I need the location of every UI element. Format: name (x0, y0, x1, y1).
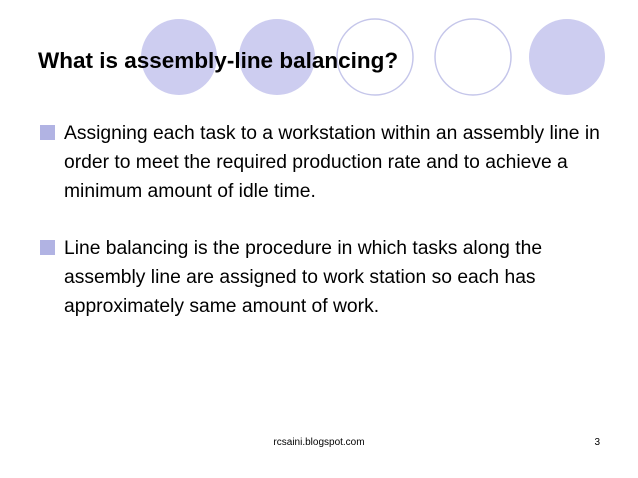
footer-source: rcsaini.blogspot.com (273, 437, 365, 448)
bullet-item (40, 119, 620, 206)
bullet-list (40, 119, 620, 321)
square-bullet-icon (40, 125, 55, 140)
page-number: 3 (594, 437, 600, 448)
bullet-text: Assigning each task to a workstation within an assembly line in order to meet the required production rate and to achieve a minimum amount of idle time. (64, 123, 600, 202)
slide-title: What is assembly-line balancing? (38, 48, 399, 73)
bullet-text: Line balancing is the procedure in which tasks along the assembly line are assigned to work station so each has approximately same amount of work. (64, 238, 543, 317)
bullet-item (40, 234, 620, 321)
square-bullet-icon (40, 240, 55, 255)
circle-5 (529, 19, 605, 95)
circle-4 (435, 19, 511, 95)
